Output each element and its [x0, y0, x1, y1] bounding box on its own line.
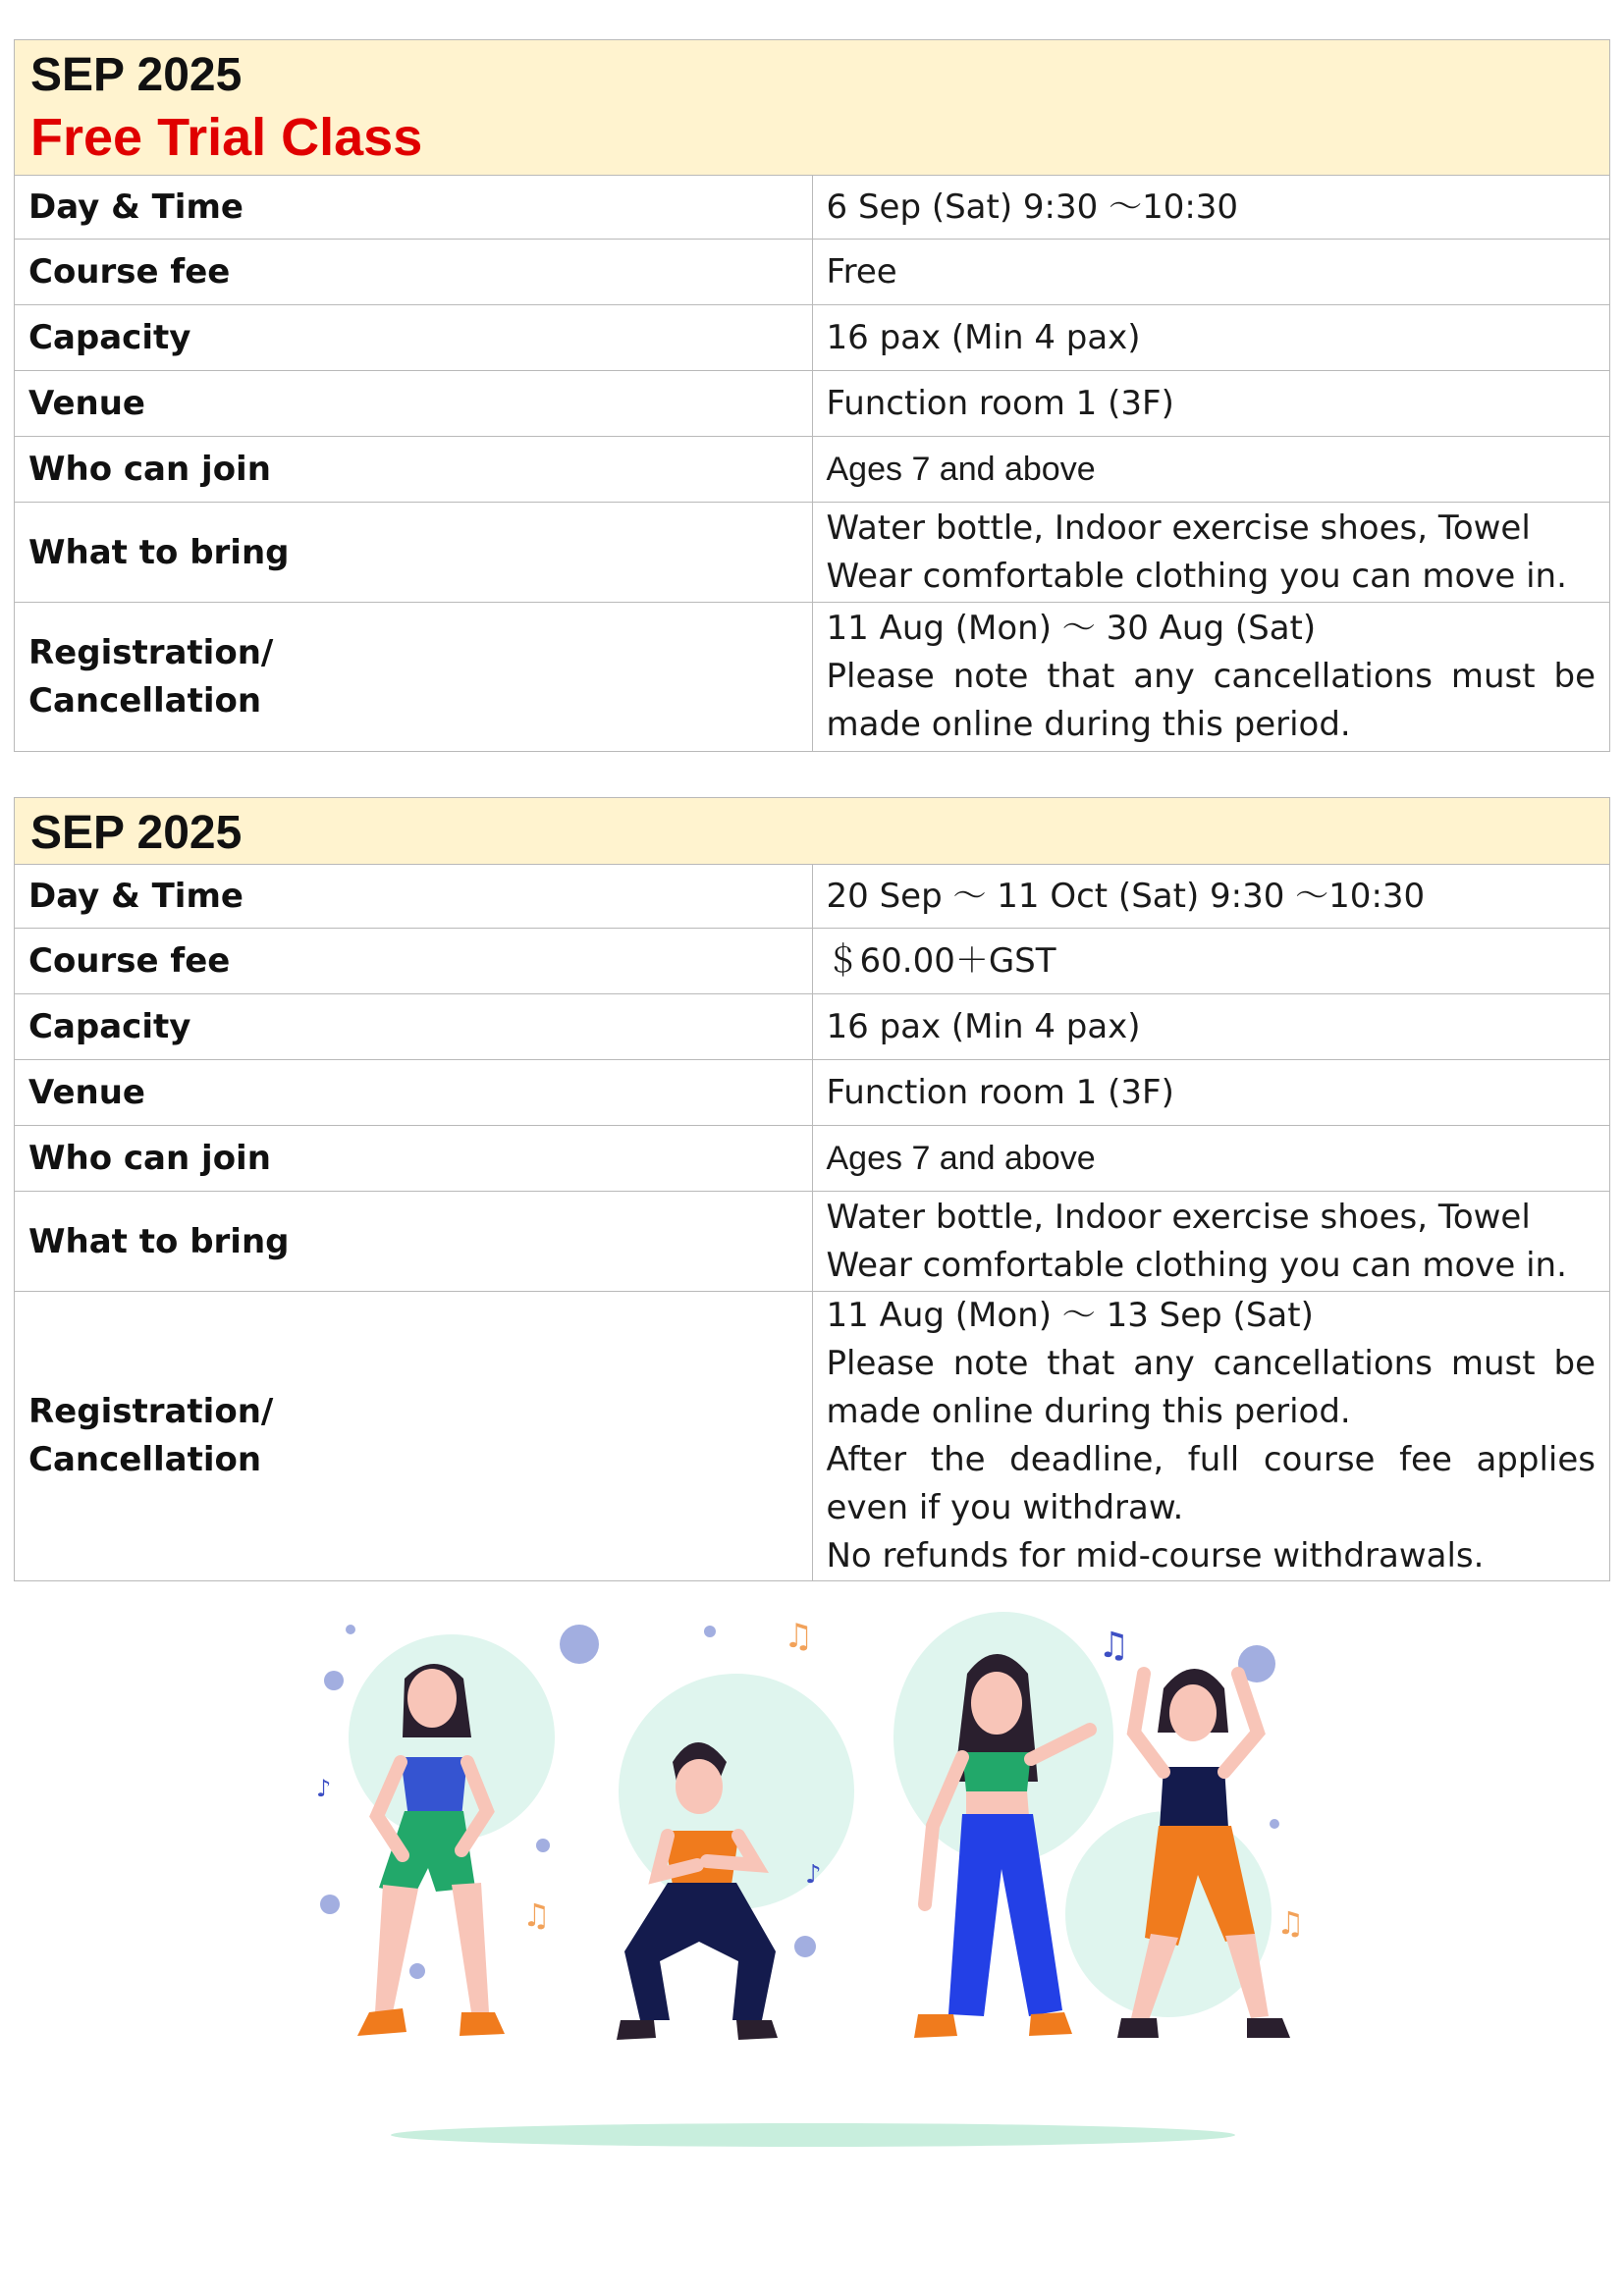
- dot: [560, 1625, 599, 1664]
- course-table: [14, 797, 1610, 1581]
- value-line: Water bottle, Indoor exercise shoes, Towel: [826, 1197, 1531, 1237]
- row-label: Day & Time: [15, 865, 813, 929]
- music-note-icon: ♪: [805, 1860, 822, 1890]
- table-row: [15, 437, 1610, 503]
- label-line: Cancellation: [28, 1440, 262, 1479]
- row-value: Function room 1 (3F): [812, 371, 1610, 437]
- value-line: Please note that any cancellations must be made online during this period.: [826, 657, 1596, 744]
- table-row: [15, 865, 1610, 929]
- table-row: [15, 1292, 1610, 1581]
- dot: [320, 1895, 340, 1914]
- music-note-icon: ♫: [1276, 1904, 1305, 1942]
- value-line: 11 Aug (Mon) 〜 30 Aug (Sat): [826, 609, 1317, 648]
- dot: [794, 1936, 816, 1957]
- music-note-icon: ♪: [316, 1775, 332, 1802]
- row-label: Day & Time: [15, 176, 813, 240]
- value-line: Wear comfortable clothing you can move in.: [826, 1245, 1567, 1285]
- row-label: [15, 603, 813, 752]
- section-header: [15, 798, 1610, 865]
- table-row: [15, 305, 1610, 371]
- row-value: [812, 603, 1610, 752]
- dot: [704, 1626, 716, 1637]
- row-label: Who can join: [15, 437, 813, 503]
- table-row: [15, 240, 1610, 305]
- value-line: Water bottle, Indoor exercise shoes, Towel: [826, 507, 1531, 548]
- month-title: SEP 2025: [30, 49, 243, 101]
- dot: [346, 1625, 355, 1634]
- dancers-illustration: [275, 1590, 1375, 2160]
- dot: [536, 1839, 550, 1852]
- row-value: [812, 503, 1610, 603]
- music-note-icon: ♫: [1098, 1626, 1130, 1666]
- row-value: 20 Sep 〜 11 Oct (Sat) 9:30 〜10:30: [812, 865, 1610, 929]
- dot: [409, 1963, 425, 1979]
- row-label: Venue: [15, 1060, 813, 1126]
- music-note-icon: ♫: [784, 1617, 814, 1656]
- dot: [324, 1671, 344, 1690]
- row-value: Free: [812, 240, 1610, 305]
- free-trial-subtitle: Free Trial Class: [30, 108, 423, 167]
- value-line: 11 Aug (Mon) 〜 13 Sep (Sat): [826, 1296, 1314, 1335]
- value-line: No refunds for mid-course withdrawals.: [826, 1536, 1485, 1575]
- section-header: [15, 40, 1610, 176]
- table-row: [15, 929, 1610, 994]
- row-label: Course fee: [15, 240, 813, 305]
- row-label: Capacity: [15, 994, 813, 1060]
- value-line: Please note that any cancellations must be made online during this period.: [826, 1344, 1596, 1431]
- label-line: Registration/: [28, 632, 274, 672]
- free-trial-table: [14, 39, 1610, 752]
- label-line: Cancellation: [28, 680, 262, 721]
- row-value: 16 pax (Min 4 pax): [812, 994, 1610, 1060]
- value-line: After the deadline, full course fee applies even if you withdraw.: [826, 1440, 1596, 1527]
- row-value: Ages 7 and above: [812, 437, 1610, 503]
- row-label: What to bring: [15, 503, 813, 603]
- row-value: [812, 1192, 1610, 1292]
- table-row: [15, 176, 1610, 240]
- row-label: Course fee: [15, 929, 813, 994]
- table-row: [15, 503, 1610, 603]
- dot: [1270, 1819, 1279, 1829]
- table-row: [15, 994, 1610, 1060]
- table-row: [15, 371, 1610, 437]
- row-label: What to bring: [15, 1192, 813, 1292]
- ground-shadow: [391, 2123, 1235, 2147]
- row-value: 6 Sep (Sat) 9:30 〜10:30: [812, 176, 1610, 240]
- table-row: [15, 1192, 1610, 1292]
- row-value: Function room 1 (3F): [812, 1060, 1610, 1126]
- label-line: Registration/: [28, 1392, 274, 1431]
- row-label: [15, 1292, 813, 1581]
- row-label: Capacity: [15, 305, 813, 371]
- value-line: Wear comfortable clothing you can move in.: [826, 556, 1567, 596]
- row-label: Who can join: [15, 1126, 813, 1192]
- music-note-icon: ♫: [522, 1896, 551, 1934]
- row-value: Ages 7 and above: [812, 1126, 1610, 1192]
- row-value: [812, 1292, 1610, 1581]
- row-value: 16 pax (Min 4 pax): [812, 305, 1610, 371]
- table-row: [15, 1126, 1610, 1192]
- table-row: [15, 1060, 1610, 1126]
- table-row: [15, 603, 1610, 752]
- month-title: SEP 2025: [30, 807, 243, 859]
- row-label: Venue: [15, 371, 813, 437]
- row-value: ＄60.00＋GST: [812, 929, 1610, 994]
